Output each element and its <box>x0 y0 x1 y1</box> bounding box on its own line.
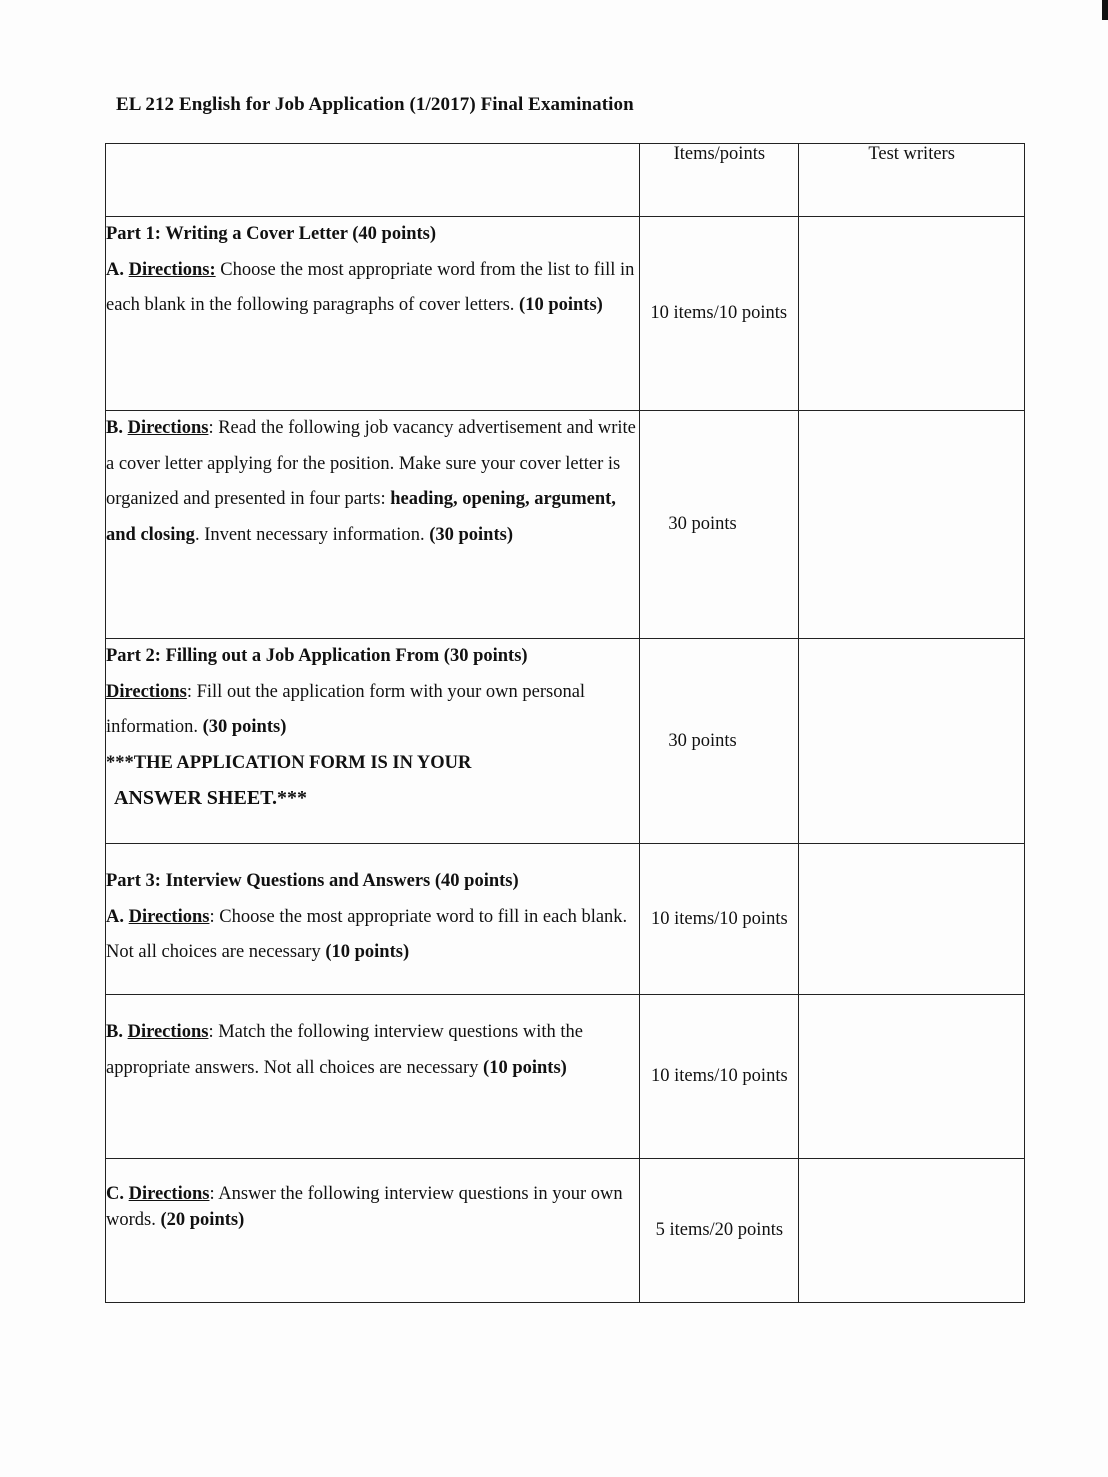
table-row <box>106 995 1025 1159</box>
part3c-points-note: (20 points) <box>160 1210 245 1230</box>
part2-description <box>106 639 640 844</box>
directions-word: Directions <box>106 681 187 702</box>
part3c-label: C. <box>106 1184 124 1204</box>
part1b-description <box>106 411 640 639</box>
part1-heading: Part 1: Writing a Cover Letter (40 points) <box>106 224 437 244</box>
part3b-label: B. <box>106 1022 123 1042</box>
part3b-directions <box>106 1015 639 1086</box>
part3a-items-points: 10 items/10 points <box>640 844 799 995</box>
directions-word: Directions <box>127 418 209 438</box>
part1b-text2: . Invent necessary information. <box>194 524 430 545</box>
part1a-test-writer <box>799 217 1025 411</box>
part3c-description <box>106 1159 640 1303</box>
exam-outline-table <box>105 143 1025 1303</box>
directions-word: Directions <box>128 1184 210 1204</box>
table-row <box>106 217 1025 411</box>
part3a-test-writer <box>799 844 1025 995</box>
part3b-items-points: 10 items/10 points <box>640 995 799 1159</box>
page-edge-mark <box>1102 0 1108 20</box>
table-header-row <box>106 144 1025 217</box>
part3c-items-points: 5 items/20 points <box>640 1159 799 1303</box>
part2-heading: Part 2: Filling out a Job Application From (30 points) <box>106 646 528 666</box>
part1b-text: : Read the following job vacancy advertisement and write a cover letter applying for the position. Make sure your cover letter is organized and presented in four parts: <box>106 418 636 509</box>
part1b-label: B. <box>106 418 123 438</box>
table-row <box>106 411 1025 639</box>
header-test-writers: Test writers <box>799 144 1025 217</box>
part2-text: : Fill out the application form with your own personal information. <box>106 681 586 737</box>
part3b-description <box>106 995 640 1159</box>
exam-title: EL 212 English for Job Application (1/2017) Final Examination <box>116 94 634 115</box>
part2-test-writer <box>799 639 1025 844</box>
directions-word: Directions: <box>128 259 216 280</box>
part1b-directions <box>106 411 639 553</box>
part3a-label: A. <box>106 906 124 927</box>
part1a-items-points: 10 items/10 points <box>640 217 799 411</box>
part3a-text: : Choose the most appropriate word to fill in each blank. Not all choices are necessary <box>106 906 628 962</box>
part3a-description <box>106 844 640 995</box>
part3b-test-writer <box>799 995 1025 1159</box>
part2-items-points: 30 points <box>640 639 799 844</box>
table-row <box>106 1159 1025 1303</box>
answer-sheet-note-line2: ANSWER SHEET.*** <box>114 787 308 809</box>
header-blank-cell <box>106 144 640 217</box>
part3c-directions <box>106 1181 639 1233</box>
part1b-test-writer <box>799 411 1025 639</box>
part3c-text: : Answer the following interview questions in your own words. <box>106 1184 623 1230</box>
part2-points-note: (30 points) <box>202 717 287 737</box>
part3a-directions <box>106 900 639 971</box>
part3b-points-note: (10 points) <box>483 1057 567 1078</box>
part1a-description <box>106 217 640 411</box>
part2-directions <box>106 675 639 746</box>
answer-sheet-note-line1: ***THE APPLICATION FORM IS IN YOUR <box>106 752 472 773</box>
part3b-text: : Match the following interview questions with the appropriate answers. Not all choices are necessary <box>106 1022 583 1078</box>
directions-word: Directions <box>128 906 210 927</box>
part1a-text: Choose the most appropriate word from the list to fill in each blank in the following paragraphs of cover letters. <box>106 259 635 315</box>
directions-word: Directions <box>127 1022 209 1042</box>
part3-heading: Part 3: Interview Questions and Answers (40 points) <box>106 871 519 891</box>
part1a-points-note: (10 points) <box>519 295 603 315</box>
part3a-points-note: (10 points) <box>325 942 410 962</box>
header-items-points: Items/points <box>640 144 799 217</box>
part1a-directions <box>106 253 639 324</box>
part1b-points-note: (30 points) <box>429 524 513 545</box>
table-row <box>106 844 1025 995</box>
table-row <box>106 639 1025 844</box>
part3c-test-writer <box>799 1159 1025 1303</box>
part1a-label: A. <box>106 259 124 280</box>
part1b-bold-parts: heading, opening, argument, and closing <box>106 489 616 545</box>
part1b-items-points: 30 points <box>640 411 799 639</box>
